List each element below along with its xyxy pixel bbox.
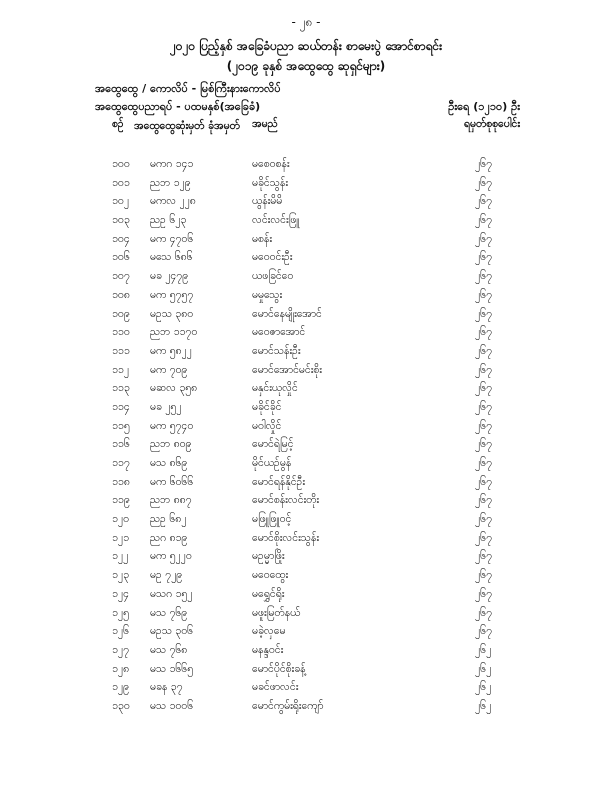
row-name: မဝေထွေး <box>252 569 289 582</box>
row-name: မောင်စိုးလင်းသွန်း <box>252 531 319 544</box>
row-name: မိုင်ယဉ်မွန် <box>252 457 292 469</box>
table-row <box>0 345 612 364</box>
row-number: ၁၀၁ <box>112 176 130 189</box>
row-reg-number: မသ ၇၆၉ <box>150 606 188 619</box>
col-header-score: ရမှတ်စုစုပေါင်း <box>463 118 520 130</box>
row-number: ၁၀၇ <box>112 270 130 283</box>
row-number: ၁၂၈ <box>112 662 130 675</box>
subject-header: အထွေထွေပညာရပ် - ပထမနှစ်(အခြေခံ) <box>95 100 261 113</box>
row-reg-number: မသေ ၆၈၆ <box>150 251 193 264</box>
row-reg-number: မကလ ၂၂၈ <box>150 195 196 208</box>
row-number: ၁၀၂ <box>112 195 129 208</box>
row-reg-number: မက ၆၀၆၆ <box>150 475 194 488</box>
table-row <box>0 588 612 607</box>
row-reg-number: ညဂ ၈၁၉ <box>150 531 188 544</box>
table-row <box>0 513 612 532</box>
table-row <box>0 663 612 682</box>
row-name: မောင်ပိုင်စိုးခန့် <box>252 662 306 675</box>
row-name: မောင်ရန်နိုင်ဦး <box>252 475 306 488</box>
row-number: ၁၁၃ <box>112 382 130 395</box>
row-number: ၁၀၈ <box>112 288 130 301</box>
row-number: ၁၂၆ <box>112 625 129 638</box>
table-row <box>0 494 612 513</box>
table-row <box>0 177 612 196</box>
row-score: ၂၆၇ <box>475 419 492 432</box>
row-name: ယဖခြင်ဝေ <box>252 270 294 283</box>
row-score: ၂၆၇ <box>475 232 492 245</box>
row-reg-number: ညဥ ၆၂၃ <box>150 214 187 227</box>
row-score: ၂၆၇ <box>475 475 492 488</box>
table-row <box>0 438 612 457</box>
row-name: မခဲ့လှမေ <box>252 625 286 638</box>
row-reg-number: ညဥ ၆၈၂ <box>150 513 187 526</box>
row-score: ၂၆၇ <box>475 457 492 469</box>
row-score: ၂၆၇ <box>475 195 492 208</box>
table-row <box>0 364 612 383</box>
row-number: ၁၂၇ <box>112 643 129 656</box>
table-row <box>0 195 612 214</box>
row-number: ၁၂၁ <box>112 531 129 544</box>
row-number: ၁၂၅ <box>112 606 129 619</box>
row-name: မမှုသွေး <box>252 288 283 301</box>
row-reg-number: မသဂ ၁၅၂ <box>150 587 193 600</box>
row-number: ၁၀၄ <box>112 232 130 245</box>
table-row <box>0 270 612 289</box>
row-number: ၁၁၀ <box>112 326 130 339</box>
table-row <box>0 158 612 177</box>
row-number: ၁၁၂ <box>112 363 129 376</box>
row-reg-number: မခန ၃၇ <box>150 681 183 694</box>
row-reg-number: မသ ၈၆၉ <box>150 457 188 469</box>
row-number: ၁၃၀ <box>112 699 130 712</box>
row-name: မဖူးမြတ်နယ် <box>252 606 301 619</box>
row-reg-number: မဥ ၇၂၉ <box>150 569 183 582</box>
table-row <box>0 401 612 420</box>
row-reg-number: မခ ၂၄၇၉ <box>150 270 189 283</box>
row-name: မရွှေင်ရိုး <box>252 587 285 600</box>
col-header-reg: အထွေထွေဆုံးမှတ် ခုံအမှတ် <box>134 120 240 132</box>
table-row <box>0 233 612 252</box>
row-score: ၂၆၇ <box>475 513 492 526</box>
row-reg-number: မကဂ ၁၄၁ <box>150 158 194 170</box>
row-reg-number: မသ ၁၀၀၆ <box>150 699 194 712</box>
row-score: ၂၆၂ <box>475 681 492 694</box>
row-reg-number: မသ ၇၆၈ <box>150 643 188 656</box>
row-name: မောင်ကွမ်းရိုးကျော် <box>252 699 324 712</box>
col-header-no: စဉ် <box>112 118 124 130</box>
row-reg-number: မက ၄၇၀၆ <box>150 232 194 245</box>
row-name: မဝါလှိုင် <box>252 419 282 432</box>
table-row <box>0 681 612 700</box>
row-score: ၂၆၇ <box>475 158 492 170</box>
row-reg-number: မက ၇၀၉ <box>150 363 188 376</box>
document-subtitle: (၂၀၁၉ ခုနှစ် အထွေထွေ ဆုရှင်များ) <box>226 59 386 73</box>
row-number: ၁၀၆ <box>112 251 130 264</box>
row-score: ၂၆၂ <box>475 662 492 675</box>
page-number: - ၂၈ - <box>291 15 321 29</box>
row-name: မောင်နေမျိုးအောင် <box>252 307 322 320</box>
col-header-name: အမည် <box>252 118 278 130</box>
table-row <box>0 289 612 308</box>
table-row <box>0 476 612 495</box>
row-number: ၁၁၄ <box>112 400 130 413</box>
row-reg-number: မဥသ ၃၀၆ <box>150 625 194 638</box>
row-score: ၂၆၇ <box>475 400 492 413</box>
table-row <box>0 625 612 644</box>
row-name: မစေဝစန်း <box>252 158 290 170</box>
row-name: မဥမ္မာဖြိုး <box>252 550 285 563</box>
row-number: ၁၀၃ <box>112 214 130 227</box>
row-score: ၂၆၇ <box>475 270 492 283</box>
row-number: ၁၀၀ <box>112 158 130 170</box>
document-title: ၂၀၂၀ ပြည့်နှစ် အခြေခံပညာ ဆယ်တန်း စာမေးပွဲ အောင်စာရင်း <box>169 39 443 53</box>
row-number: ၁၂၉ <box>112 681 129 694</box>
row-score: ၂၆၇ <box>475 550 492 563</box>
row-score: ၂၆၂ <box>475 643 492 656</box>
row-score: ၂၆၇ <box>475 587 492 600</box>
row-reg-number: မက ၅၈၂၂ <box>150 344 192 357</box>
table-row <box>0 569 612 588</box>
row-number: ၁၁၈ <box>112 475 130 488</box>
table-row <box>0 308 612 327</box>
row-name: မနန္ဒဝင်း <box>252 643 284 656</box>
table-row <box>0 607 612 626</box>
table-row <box>0 420 612 439</box>
row-name: မစန်း <box>252 232 273 245</box>
row-reg-number: မဆလ ၃၅၈ <box>150 382 198 395</box>
row-reg-number: မက ၅၇၅၇ <box>150 288 194 301</box>
row-score: ၂၆၇ <box>475 625 492 638</box>
row-name: မခင်ဖာလင်း <box>252 681 299 694</box>
row-name: ယွန်းမိမိ <box>252 195 283 208</box>
row-reg-number: မဥသ ၃၈၀ <box>150 307 194 320</box>
row-score: ၂၆၇ <box>475 382 492 395</box>
row-reg-number: မက ၅၂၂၀ <box>150 550 192 563</box>
row-reg-number: ညဘ ၁၁၇၀ <box>150 326 198 339</box>
table-row <box>0 457 612 476</box>
results-list <box>0 158 612 719</box>
row-name: မောင်စန်းလင်းတိုး <box>252 494 320 507</box>
row-score: ၂၆၇ <box>475 214 492 227</box>
row-number: ၁၂၂ <box>112 550 129 563</box>
row-number: ၁၁၆ <box>112 438 130 451</box>
row-number: ၁၂၃ <box>112 569 129 582</box>
count-header: ဦးရေ (၁၂၁၀) ဦး <box>448 100 520 113</box>
row-number: ၁၁၅ <box>112 419 130 432</box>
row-score: ၂၆၇ <box>475 326 492 339</box>
row-score: ၂၆၇ <box>475 606 492 619</box>
row-score: ၂၆၇ <box>475 531 492 544</box>
row-reg-number: မခ ၂၅၂ <box>150 400 182 413</box>
table-row <box>0 326 612 345</box>
row-score: ၂၆၂ <box>475 699 492 712</box>
row-number: ၁၁၇ <box>112 457 130 469</box>
row-reg-number: ညဘ ၈၈၇ <box>150 494 192 507</box>
row-number: ၁၂၀ <box>112 513 129 526</box>
table-row <box>0 382 612 401</box>
table-row <box>0 214 612 233</box>
row-score: ၂၆၇ <box>475 251 492 264</box>
table-row <box>0 644 612 663</box>
row-name: မဖြူဖြူဝင့် <box>252 513 292 526</box>
table-row <box>0 251 612 270</box>
row-number: ၁၁၉ <box>112 494 130 507</box>
row-score: ၂၆၇ <box>475 288 492 301</box>
row-name: မဝေဇာအောင် <box>252 326 306 339</box>
row-reg-number: ညဘ ၁၂၉ <box>150 176 191 189</box>
row-name: မောင်ရဲမြင့် <box>252 438 294 451</box>
row-number: ၁၁၁ <box>112 344 130 357</box>
row-name: မနှင်းယုလှိုင် <box>252 382 298 395</box>
row-number: ၁၂၄ <box>112 587 129 600</box>
table-row <box>0 532 612 551</box>
row-name: လင်းလင်းဖြူ <box>252 214 300 227</box>
row-name: မောင်အောင်မင်းစိုး <box>252 363 322 376</box>
row-name: မောင်သန်းဦး <box>252 344 301 357</box>
row-score: ၂၆၇ <box>475 176 492 189</box>
row-score: ၂၆၇ <box>475 363 492 376</box>
row-name: မခိုင်သွန်း <box>252 176 288 189</box>
row-score: ၂၆၇ <box>475 438 492 451</box>
row-score: ၂၆၇ <box>475 344 492 357</box>
row-score: ၂၆၇ <box>475 494 492 507</box>
row-score: ၂၆၇ <box>475 569 492 582</box>
row-number: ၁၀၉ <box>112 307 130 320</box>
row-name: မခိုင်ခိုင် <box>252 400 282 413</box>
row-reg-number: မက ၅၇၄၀ <box>150 419 194 432</box>
table-row <box>0 550 612 569</box>
row-score: ၂၆၇ <box>475 307 492 320</box>
table-row <box>0 700 612 719</box>
row-reg-number: ညဘ ၈၀၉ <box>150 438 192 451</box>
row-name: မဝေဝင်းဦး <box>252 251 293 264</box>
row-reg-number: မသ ၁၆၆၅ <box>150 662 194 675</box>
region-line: အထွေထွေ / ကောလိပ် - မြစ်ကြီးနားကောလိပ် <box>95 82 281 95</box>
